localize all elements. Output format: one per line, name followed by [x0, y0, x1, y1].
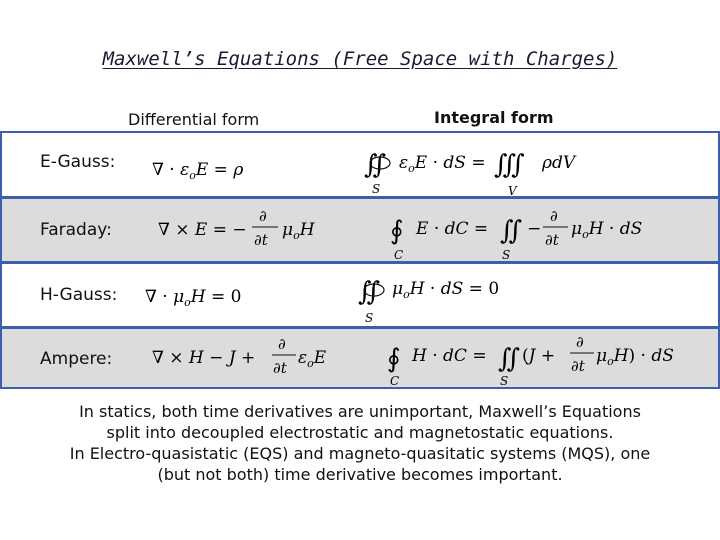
- svg-text:μoH) · dS: $\mu_oH$) · dS: [596, 346, 674, 368]
- e-gauss-equations: [2, 133, 718, 196]
- svg-text:∂t: ∂t: [571, 357, 585, 375]
- ampere-differential: [152, 335, 327, 377]
- svg-text:S: S: [500, 374, 509, 387]
- svg-text:∬: ∬: [358, 277, 381, 307]
- svg-text:∂t: ∂t: [254, 231, 268, 249]
- svg-text:∂: ∂: [259, 207, 267, 225]
- ampere-integral: [387, 333, 674, 387]
- ampere-equations: [2, 329, 718, 387]
- svg-text:C: C: [394, 248, 404, 261]
- svg-text:(J +: (J +: [522, 346, 556, 366]
- faraday-equations: [2, 199, 718, 261]
- svg-text:∬: ∬: [498, 344, 521, 374]
- faraday-integral: [390, 207, 642, 261]
- svg-text:∂t: ∂t: [273, 359, 287, 377]
- footer-text: [0, 401, 720, 485]
- svg-text:∂: ∂: [550, 207, 558, 225]
- svg-text:∂t: ∂t: [545, 231, 559, 249]
- svg-text:∇ × H − J +: ∇ × H − J +: [152, 348, 256, 368]
- faraday-label: Faraday:: [40, 220, 112, 240]
- footer-line-1: In statics, both time derivatives are unimportant, Maxwell’s Equations: [79, 402, 641, 421]
- footer-line-4: (but not both) time derivative becomes important.: [157, 465, 563, 484]
- slide-title-text: Maxwell’s Equations (Free Space with Charges): [102, 48, 618, 70]
- e-gauss-differential: ∇ · $\varepsilon_oE = \rho$: [152, 160, 244, 182]
- svg-text:S: S: [502, 248, 511, 261]
- svg-text:μoH · dS = 0: $\mu_oH$ · dS = 0: [392, 279, 500, 301]
- svg-text:εoE · dS =: $\varepsilon_oE$ · dS =: [399, 153, 486, 175]
- h-gauss-differential: ∇ · $\mu_oH = 0$: [145, 287, 242, 309]
- svg-text:∭: ∭: [494, 150, 525, 180]
- svg-text:∇ × E = −: ∇ × E = −: [158, 220, 247, 240]
- ampere-row: [0, 327, 720, 389]
- svg-text:S: S: [365, 311, 374, 325]
- e-gauss-row: [0, 131, 720, 198]
- e-gauss-label: E-Gauss:: [40, 152, 116, 172]
- svg-text:V: V: [508, 184, 517, 196]
- h-gauss-integral: [358, 277, 499, 325]
- svg-text:∂: ∂: [278, 335, 286, 353]
- integral-form-header: Integral form: [434, 108, 554, 127]
- svg-text:∂: ∂: [576, 333, 584, 351]
- h-gauss-row: [0, 262, 720, 328]
- svg-text:S: S: [372, 182, 381, 196]
- h-gauss-label: H-Gauss:: [40, 285, 118, 305]
- svg-text:∬: ∬: [364, 150, 387, 180]
- svg-text:εoE: $\varepsilon_oE$: [298, 348, 327, 370]
- svg-text:∮: ∮: [390, 216, 404, 246]
- h-gauss-equations: [2, 264, 718, 326]
- differential-form-header: Differential form: [128, 110, 260, 129]
- svg-text:ρdV: ρdV: [542, 153, 576, 173]
- svg-text:H · dC =: H · dC =: [412, 346, 487, 366]
- svg-text:μoH: $\mu_oH$: [282, 220, 315, 242]
- svg-text:C: C: [390, 374, 400, 387]
- footer-line-2: split into decoupled electrostatic and magnetostatic equations.: [106, 423, 614, 442]
- slide-title: [0, 48, 720, 70]
- svg-text:∮: ∮: [387, 344, 401, 374]
- svg-text:μoH · dS: $\mu_oH$ · dS: [571, 219, 643, 241]
- ampere-label: Ampere:: [40, 349, 113, 369]
- faraday-differential: [158, 207, 316, 249]
- svg-text:E · dC =: E · dC =: [416, 219, 489, 239]
- svg-text:−: −: [527, 219, 542, 239]
- footer-line-3: In Electro-quasistatic (EQS) and magneto-quasitatic systems (MQS), one: [69, 444, 651, 463]
- svg-text:∬: ∬: [500, 216, 523, 246]
- faraday-row: [0, 197, 720, 263]
- e-gauss-integral: [364, 150, 577, 196]
